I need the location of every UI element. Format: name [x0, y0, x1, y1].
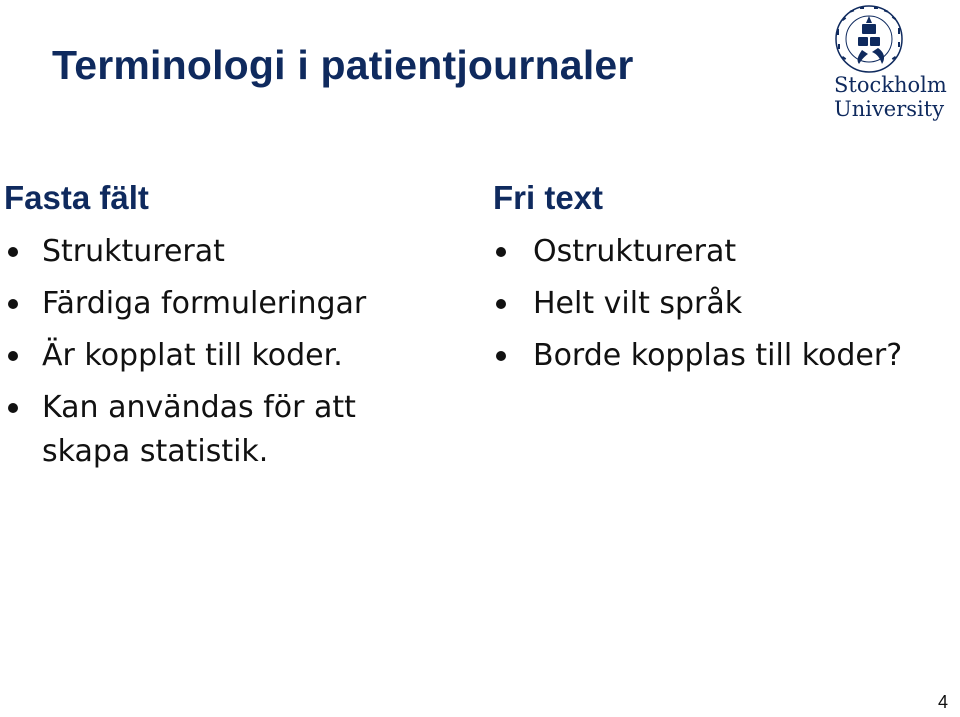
bullet-item: [12, 282, 452, 326]
bullet-text: Strukturerat: [42, 234, 225, 269]
bullet-item: [493, 282, 943, 326]
bullet-text: Är kopplat till koder.: [42, 338, 343, 373]
bullet-dot-icon: [8, 299, 18, 309]
bullet-dot-icon: [496, 299, 506, 309]
slide-title: Terminologi i patientjournaler: [52, 42, 634, 88]
logo-text-line2: University: [834, 97, 945, 121]
bullet-item: [12, 334, 452, 378]
bullet-item: [493, 334, 943, 378]
bullet-text: Färdiga formuleringar: [42, 286, 367, 321]
university-seal-icon: [832, 4, 906, 74]
bullet-dot-icon: [8, 351, 18, 361]
bullet-item: [12, 386, 452, 474]
bullet-item: [12, 230, 452, 274]
bullet-text: Borde kopplas till koder?: [533, 338, 903, 373]
bullet-text: Kan användas för att skapa statistik.: [42, 390, 356, 469]
bullet-dot-icon: [496, 351, 506, 361]
bullet-text: Helt vilt språk: [533, 286, 743, 321]
bullet-dot-icon: [8, 403, 18, 413]
page-number: 4: [937, 692, 948, 712]
bullet-text: Ostrukturerat: [533, 234, 737, 269]
logo-text-line1: Stockholm: [834, 73, 947, 97]
university-logo: [830, 4, 958, 124]
bullet-dot-icon: [496, 247, 506, 257]
column-fasta-falt: [4, 179, 452, 482]
bullet-list: [493, 230, 943, 378]
column-heading: Fasta fält: [4, 179, 149, 216]
bullet-item: [493, 230, 943, 274]
column-heading: Fri text: [493, 179, 604, 216]
bullet-dot-icon: [8, 247, 18, 257]
bullet-list: [12, 230, 452, 474]
column-fri-text: [493, 180, 943, 386]
